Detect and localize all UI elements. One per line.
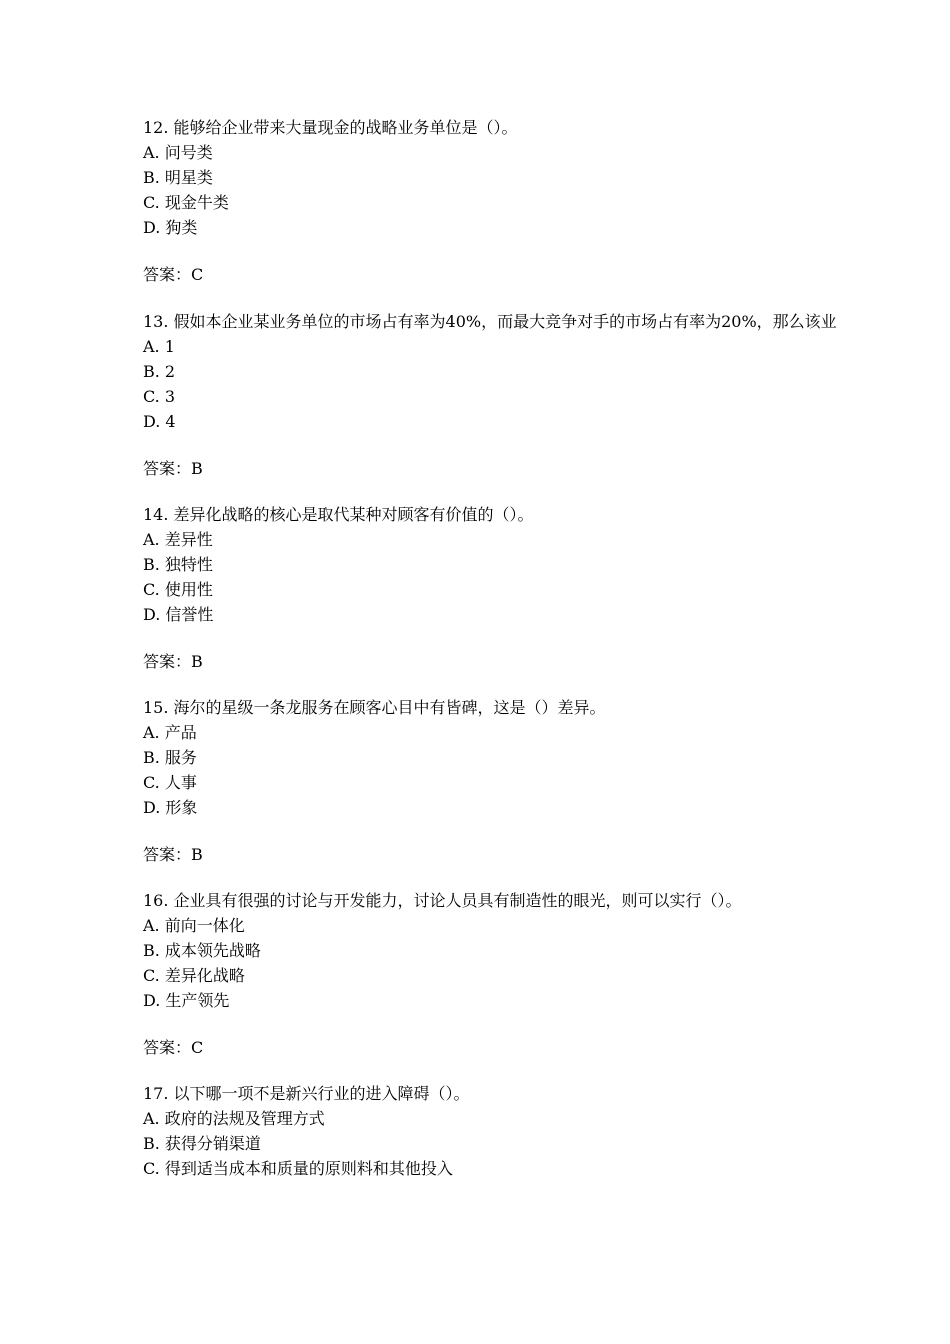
option-a: A. 问号类 [143, 143, 213, 162]
question-14 [143, 502, 933, 674]
option-c: C. 得到适当成本和质量的原则料和其他投入 [143, 1159, 453, 1178]
question-16 [143, 888, 933, 1060]
document-page [143, 115, 933, 1202]
option-c: C. 人事 [143, 773, 197, 792]
option-a: A. 前向一体化 [143, 916, 245, 935]
answer: 答案：C [143, 1038, 204, 1057]
question-stem: 17. 以下哪一项不是新兴行业的进入障碍（）。 [143, 1084, 470, 1103]
option-c: C. 3 [143, 387, 176, 406]
question-stem: 13. 假如本企业某业务单位的市场占有率为40%，而最大竞争对手的市场占有率为20%，那么该业 [143, 312, 837, 331]
option-d: D. 生产领先 [143, 991, 230, 1010]
option-d: D. 形象 [143, 798, 198, 817]
question-15 [143, 695, 933, 867]
option-a: A. 产品 [143, 723, 197, 742]
option-d: D. 狗类 [143, 218, 198, 237]
option-c: C. 使用性 [143, 580, 213, 599]
question-stem: 16. 企业具有很强的讨论与开发能力，讨论人员具有制造性的眼光，则可以实行（）。 [143, 891, 742, 910]
question-13 [143, 309, 933, 481]
answer: 答案：B [143, 459, 203, 478]
option-a: A. 差异性 [143, 530, 213, 549]
question-stem: 12. 能够给企业带来大量现金的战略业务单位是（）。 [143, 118, 518, 137]
question-12 [143, 115, 933, 287]
question-stem: 15. 海尔的星级一条龙服务在顾客心目中有皆碑，这是（）差异。 [143, 698, 606, 717]
question-stem: 14. 差异化战略的核心是取代某种对顾客有价值的（）。 [143, 505, 534, 524]
option-d: D. 4 [143, 412, 176, 431]
option-b: B. 独特性 [143, 555, 213, 574]
answer: 答案：B [143, 652, 203, 671]
answer: 答案：B [143, 845, 203, 864]
option-a: A. 1 [143, 337, 175, 356]
option-d: D. 信誉性 [143, 605, 214, 624]
option-b: B. 获得分销渠道 [143, 1134, 261, 1153]
option-b: B. 2 [143, 362, 176, 381]
option-c: C. 差异化战略 [143, 966, 245, 985]
option-a: A. 政府的法规及管理方式 [143, 1109, 325, 1128]
option-b: B. 服务 [143, 748, 197, 767]
option-c: C. 现金牛类 [143, 193, 229, 212]
option-b: B. 成本领先战略 [143, 941, 261, 960]
option-b: B. 明星类 [143, 168, 213, 187]
answer: 答案：C [143, 265, 204, 284]
question-17 [143, 1081, 933, 1181]
